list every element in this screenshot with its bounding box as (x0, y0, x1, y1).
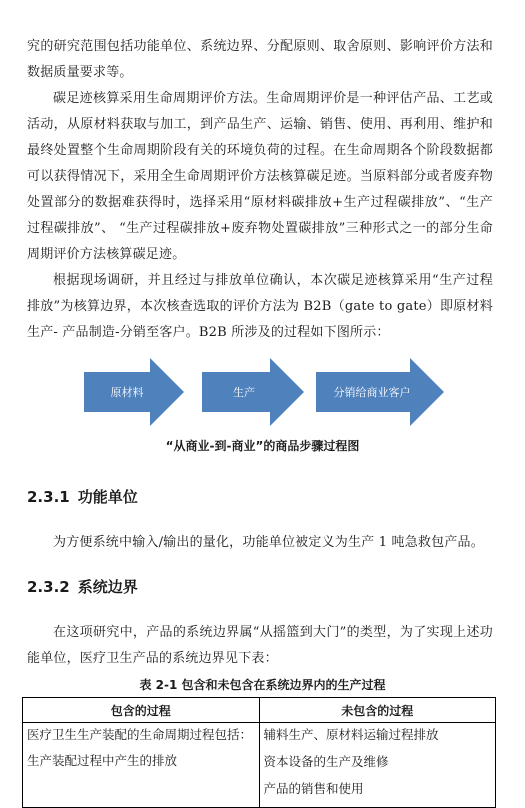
section-title: 系统边界 (77, 578, 138, 596)
paragraph-functional-unit: 为方便系统中输入/输出的量化，功能单位被定义为生产 1 吨急救包产品。 (53, 535, 484, 550)
included-item: 医疗卫生生产装配的生命周期过程包括： (27, 727, 253, 742)
section-heading-functional-unit (27, 486, 138, 507)
section-number: 2.3.1 (27, 488, 70, 506)
paragraph-lca-method: 碳足迹核算采用生命周期评价方法。生命周期评价是一种评估产品、工艺或活动，从原材料获取与加工，到产品生产、运输、销售、使用、再利用、维护和最终处置整个生命周期阶段有关的环境负荷的过程。在生命周期各个阶段数据都可以获得情况下，采用全生命周期评价方法核算碳足迹。当原料部分或者废弃物处置部分的数据难获得时，选择采用“原材料碳排放+生产过程碳排放”、“生产过程碳排放”、 “生产过程碳排放+废弃物处置碳排放”三种形式之一的部分生命周期评价方法核算碳足迹。 (27, 91, 493, 262)
excluded-item: 产品的销售和使用 (263, 781, 364, 796)
excluded-item: 资本设备的生产及维修 (263, 754, 389, 769)
flow-step-label: 原材料 (110, 386, 144, 399)
table-row (23, 723, 496, 808)
flow-arrow-production (202, 358, 304, 426)
process-flow-diagram (84, 358, 444, 426)
paragraph-system-boundary: 在这项研究中，产品的系统边界属“从摇篮到大门”的类型，为了实现上述功能单位，医疗卫生产品的系统边界见下表： (27, 625, 493, 666)
section-number: 2.3.2 (27, 578, 70, 596)
flow-arrow-distribution (316, 358, 444, 426)
system-boundary-table (22, 697, 496, 808)
flow-step-label: 分销给商业客户 (333, 386, 411, 399)
excluded-processes-cell (259, 723, 496, 808)
excluded-item: 辅料生产、原材料运输过程排放 (263, 727, 439, 742)
figure-caption: “从商业-到-商业”的商品步骤过程图 (165, 439, 360, 453)
table-header-row (23, 698, 496, 723)
section-heading-system-boundary (27, 576, 138, 597)
table-caption: 表 2-1 包含和未包含在系统边界内的生产过程 (139, 678, 386, 692)
included-item: 生产装配过程中产生的排放 (27, 753, 178, 768)
paragraph-research-scope: 究的研究范围包括功能单位、系统边界、分配原则、取舍原则、影响评价方法和数据质量要求等。 (27, 39, 493, 80)
included-processes-cell (23, 723, 260, 808)
flow-arrow-raw-materials (84, 358, 184, 426)
section-title: 功能单位 (77, 488, 138, 506)
header-excluded: 未包含的过程 (259, 698, 496, 723)
paragraph-b2b-boundary: 根据现场调研，并且经过与排放单位确认，本次碳足迹核算采用“生产过程排放”为核算边界，本次核查选取的评价方法为 B2B（gate to gate）即原材料生产- 产品制造-分销至客户。B2B 所涉及的过程如下图所示： (27, 273, 493, 340)
header-included: 包含的过程 (23, 698, 260, 723)
flow-step-label: 生产 (233, 386, 255, 399)
